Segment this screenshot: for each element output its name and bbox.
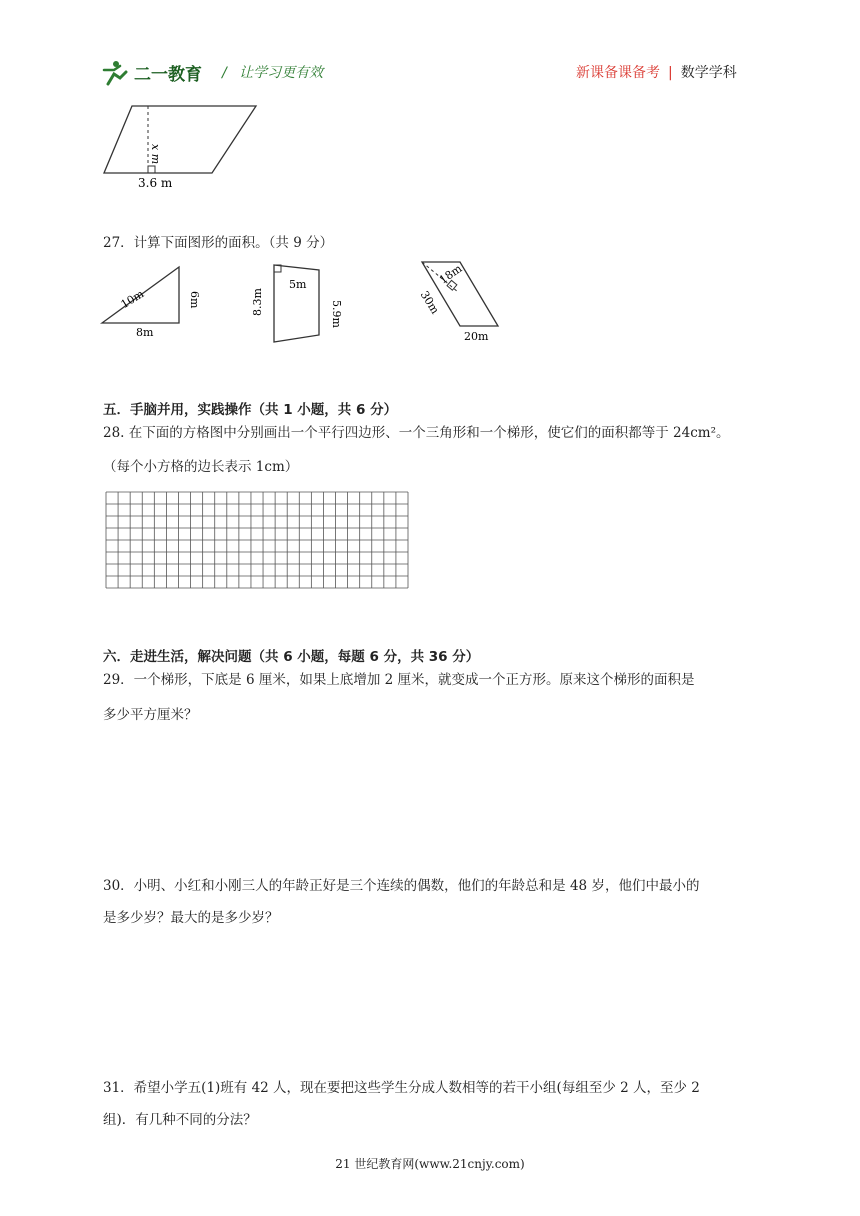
triangle-hyp-label: 10m — [118, 287, 147, 312]
slogan — [222, 62, 323, 82]
question-31-line1: 31．希望小学五(1)班有 42 人，现在要把这些学生分成人数相等的若干小组(每组至少 2 人，至少 2 — [103, 1080, 700, 1096]
section-5-title: 五．手脑并用，实践操作（共 1 小题，共 6 分） — [103, 402, 398, 418]
logo-text: 二一教育 — [134, 65, 202, 85]
question-30-line2: 是多少岁？最大的是多少岁？ — [103, 910, 279, 926]
trapezoid-top-label: 5m — [289, 278, 307, 291]
question-28-note: （每个小方格的边长表示 1cm） — [103, 459, 299, 475]
section-6-title: 六．走进生活，解决问题（共 6 小题，每题 6 分，共 36 分） — [103, 649, 480, 665]
header-subject: 数学学科 — [680, 65, 737, 81]
slogan-text: 让学习更有效 — [239, 65, 324, 81]
parallelogram-base-label: 20m — [464, 330, 489, 343]
figure-parallelogram — [412, 256, 512, 348]
parallelogram-height-label: 18m — [436, 261, 465, 287]
question-29-line1: 29．一个梯形，下底是 6 厘米，如果上底增加 2 厘米，就变成一个正方形。原来这个梯形的面积是 — [103, 672, 695, 688]
base-label: 3.6 m — [138, 176, 173, 190]
question-29-line2: 多少平方厘米？ — [103, 707, 198, 723]
header-tagline: 新课备课备考 — [576, 65, 660, 81]
parallelogram-side-label: 30m — [417, 288, 442, 317]
brand-logo — [100, 58, 212, 88]
height-label: x m — [149, 144, 162, 165]
figure-trapezoid — [251, 258, 345, 348]
trapezoid-left-label: 8.3m — [251, 288, 264, 316]
triangle-leg-label: 6m — [188, 291, 201, 309]
triangle-base-label: 8m — [136, 326, 154, 339]
figure-triangle — [96, 262, 206, 342]
header-separator: | — [668, 65, 673, 81]
figure-parallelogram-top — [96, 100, 266, 192]
trapezoid-right-label: 5.9m — [330, 300, 343, 328]
question-28: 28. 在下面的方格图中分别画出一个平行四边形、一个三角形和一个梯形，使它们的面积都等于 24cm²。 — [103, 425, 730, 441]
question-31-line2: 组)．有几种不同的分法？ — [103, 1112, 257, 1128]
question-27: 27．计算下面图形的面积。（共 9 分） — [103, 235, 334, 251]
runner-icon — [104, 61, 126, 84]
header-right — [576, 62, 737, 82]
square-grid — [105, 491, 409, 589]
slogan-slash: / — [222, 65, 227, 81]
question-30-line1: 30．小明、小红和小刚三人的年龄正好是三个连续的偶数，他们的年龄总和是 48 岁，他们中最小的 — [103, 878, 700, 894]
footer: 21 世纪教育网(www.21cnjy.com) — [335, 1157, 525, 1171]
